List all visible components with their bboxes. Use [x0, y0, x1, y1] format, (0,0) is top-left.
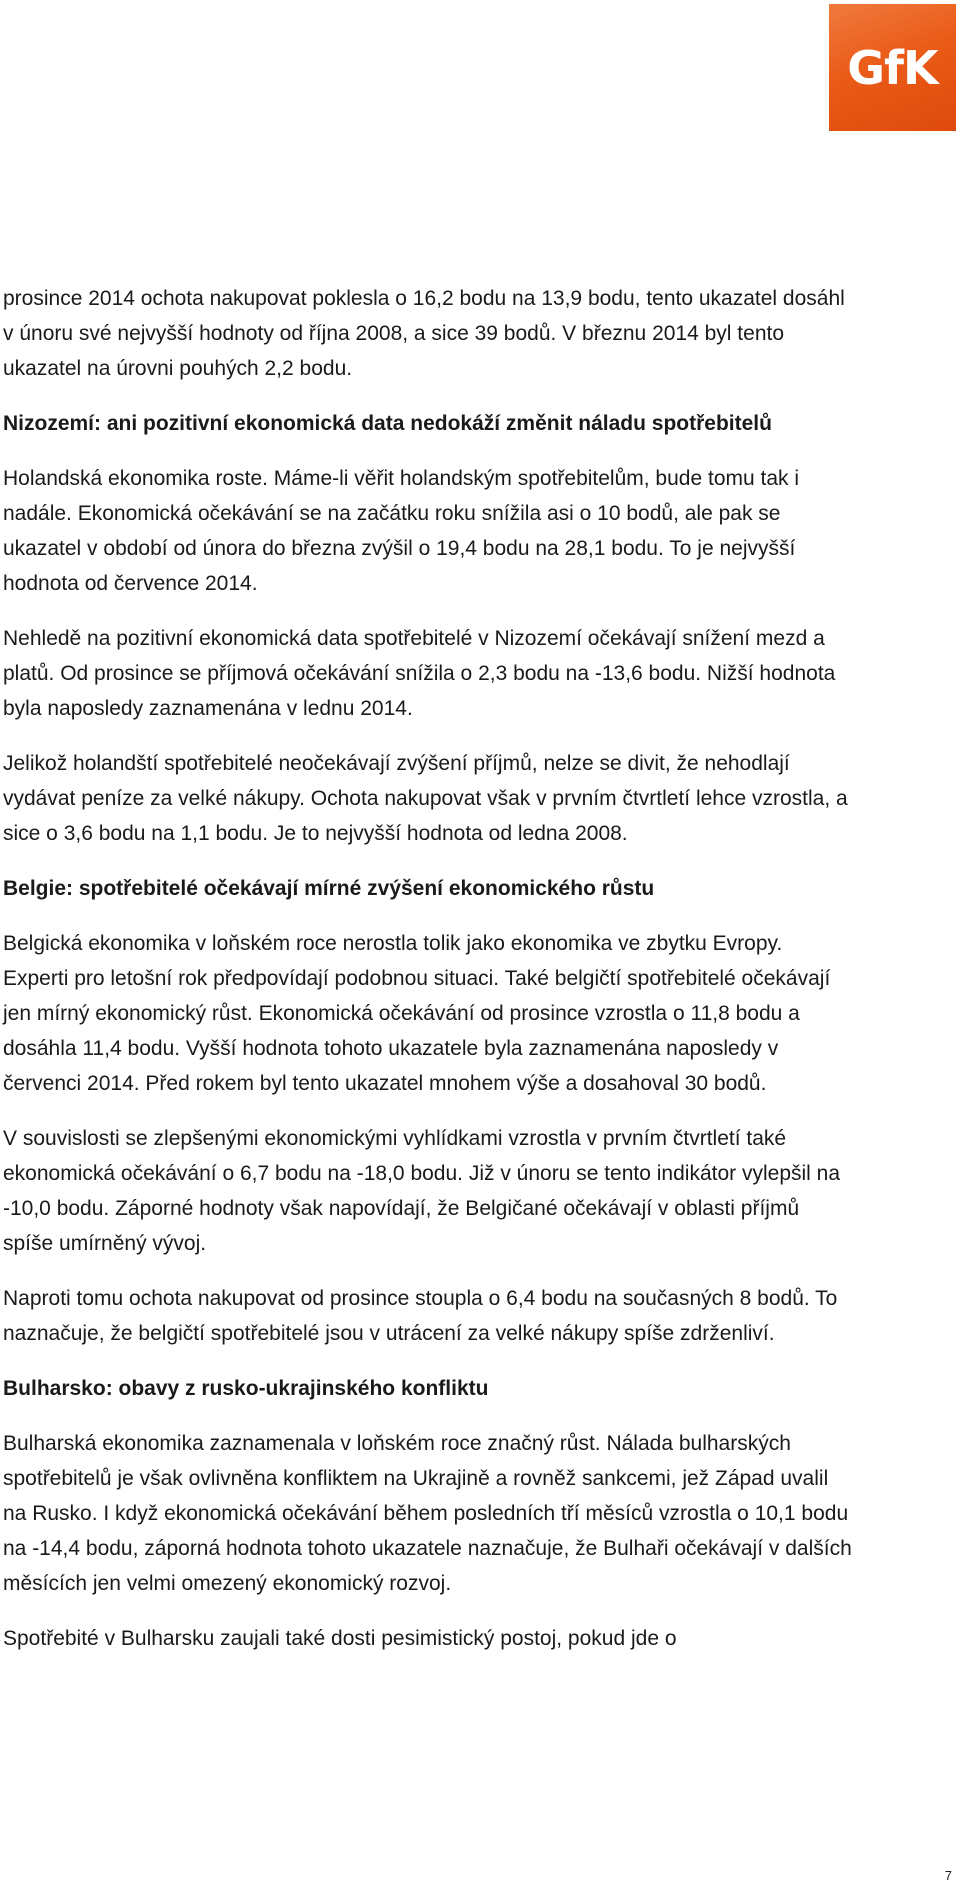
- gfk-logo: [829, 4, 956, 131]
- document-body: [3, 281, 853, 1676]
- paragraph-nizozemi-2: Nehledě na pozitivní ekonomická data spotřebitelé v Nizozemí očekávají snížení mezd a platů. Od prosince se příjmová očekávání snížila o 2,3 bodu na -13,6 bodu. Nižší hodnota byla naposledy zaznamenána v lednu 2014.: [3, 627, 836, 720]
- heading-belgie: Belgie: spotřebitelé očekávají mírné zvýšení ekonomického růstu: [3, 877, 655, 900]
- paragraph-nizozemi-3: Jelikož holandští spotřebitelé neočekávají zvýšení příjmů, nelze se divit, že nehodlají vydávat peníze za velké nákupy. Ochota nakupovat však v prvním čtvrtletí lehce vzrostla, a sice o 3,6 bodu na 1,1 bodu. Je to nejvyšší hodnota od ledna 2008.: [3, 752, 848, 845]
- paragraph-intro: prosince 2014 ochota nakupovat poklesla o 16,2 bodu na 13,9 bodu, tento ukazatel dosáhl v únoru své nejvyšší hodnoty od října 2008, a sice 39 bodů. V březnu 2014 byl tento ukazatel na úrovni pouhých 2,2 bodu.: [3, 287, 845, 380]
- paragraph-bulharsko-2: Spotřebité v Bulharsku zaujali také dosti pesimistický postoj, pokud jde o: [3, 1627, 677, 1650]
- heading-nizozemi: Nizozemí: ani pozitivní ekonomická data nedokáží změnit náladu spotřebitelů: [3, 412, 772, 435]
- page-number: 7: [944, 1868, 952, 1883]
- paragraph-bulharsko-1: Bulharská ekonomika zaznamenala v loňském roce značný růst. Nálada bulharských spotřebitelů je však ovlivněna konfliktem na Ukrajině a rovněž sankcemi, jež Západ uvalil na Rusko. I když ekonomická očekávání během posledních tří měsíců vzrostla o 10,1 bodu na -14,4 bodu, záporná hodnota tohoto ukazatele naznačuje, že Bulhaři očekávají v dalších měsících jen velmi omezený ekonomický rozvoj.: [3, 1432, 852, 1595]
- paragraph-nizozemi-1: Holandská ekonomika roste. Máme-li věřit holandským spotřebitelům, bude tomu tak i nadále. Ekonomická očekávání se na začátku roku snížila asi o 10 bodů, ale pak se ukazatel v období od února do března zvýšil o 19,4 bodu na 28,1 bodu. To je nejvyšší hodnota od července 2014.: [3, 467, 800, 595]
- heading-bulharsko: Bulharsko: obavy z rusko-ukrajinského konfliktu: [3, 1377, 489, 1400]
- paragraph-belgie-3: Naproti tomu ochota nakupovat od prosince stoupla o 6,4 bodu na současných 8 bodů. To naznačuje, že belgičtí spotřebitelé jsou v utrácení za velké nákupy spíše zdrženliví.: [3, 1287, 838, 1345]
- gfk-logo-text: GfK: [847, 40, 938, 95]
- paragraph-belgie-2: V souvislosti se zlepšenými ekonomickými vyhlídkami vzrostla v prvním čtvrtletí také ekonomická očekávání o 6,7 bodu na -18,0 bodu. Již v únoru se tento indikátor vylepšil na -10,0 bodu. Záporné hodnoty však napovídají, že Belgičané očekávají v oblasti příjmů spíše umírněný vývoj.: [3, 1127, 841, 1255]
- paragraph-belgie-1: Belgická ekonomika v loňském roce nerostla tolik jako ekonomika ve zbytku Evropy. Experti pro letošní rok předpovídají podobnou situaci. Také belgičtí spotřebitelé očekávají jen mírný ekonomický růst. Ekonomická očekávání od prosince vzrostla o 11,8 bodu a dosáhla 11,4 bodu. Vyšší hodnota tohoto ukazatele byla zaznamenána naposledy v červenci 2014. Před rokem byl tento ukazatel mnohem výše a dosahoval 30 bodů.: [3, 932, 831, 1095]
